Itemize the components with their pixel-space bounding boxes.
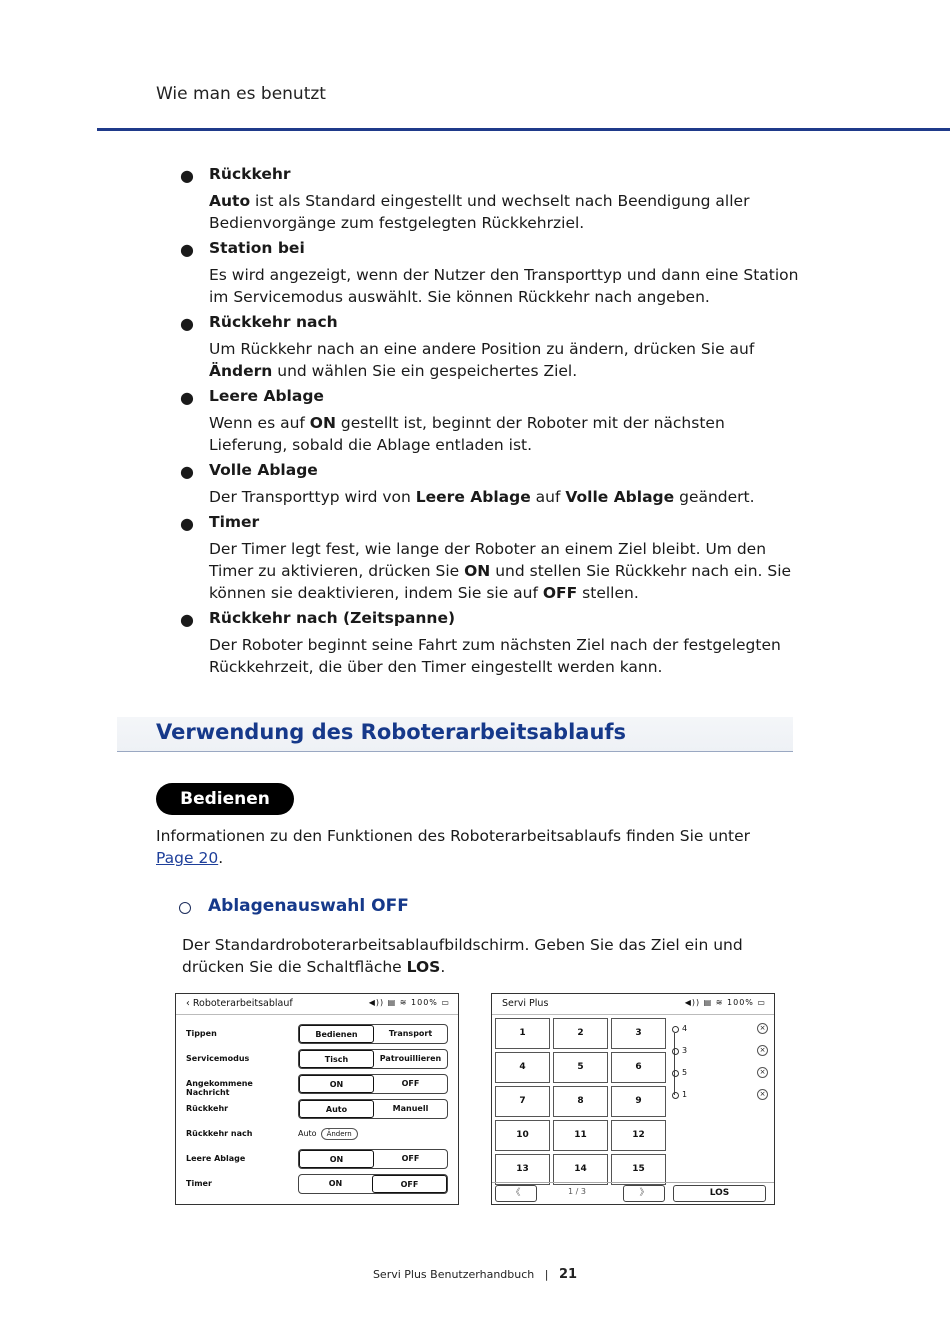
setting-label: Timer: [186, 1179, 212, 1188]
section-title: Verwendung des Roboterarbeitsablaufs: [156, 720, 627, 744]
page-number: 21: [558, 1267, 578, 1282]
bullet-item: [180, 311, 800, 382]
keypad: [495, 1018, 667, 1185]
screen2-title: Servi Plus: [502, 998, 549, 1009]
bullet-item: [180, 237, 800, 308]
destination-item: [672, 1024, 768, 1046]
toggle-option[interactable]: OFF: [401, 1079, 420, 1088]
page-indicator: 1 / 3: [568, 1187, 586, 1196]
bullet-description: Es wird angezeigt, wenn der Nutzer den Transporttyp und dann eine Station im Servicemodus auswählt. Sie können Rückkehr nach angeben.: [209, 266, 799, 306]
destination-number: 3: [682, 1046, 688, 1055]
footer-separator: |: [544, 1268, 549, 1281]
setting-label: Servicemodus: [186, 1054, 250, 1063]
screen1-title-text: Roboterarbeitsablauf: [192, 998, 293, 1009]
destination-item: [672, 1046, 768, 1068]
bullet-item: [180, 385, 800, 456]
bullet-description: Der Timer legt fest, wie lange der Roboter an einem Ziel bleibt. Um den Timer zu aktivieren, drücken Sie ON und stellen Sie Rückkehr nach ein. Sie können sie deaktivieren, indem Sie sie auf OFF stellen.: [209, 540, 792, 602]
return-to-value: [298, 1128, 358, 1140]
toggle-option[interactable]: ON: [299, 1075, 374, 1093]
status-icons: ◀)) ▤ ≋ 100% ▭: [684, 998, 766, 1007]
info-paragraph: [156, 825, 796, 869]
bullet-term: Leere Ablage: [209, 387, 324, 405]
page-link[interactable]: Page 20: [156, 849, 219, 867]
table-key[interactable]: 3: [611, 1018, 666, 1049]
bullet-dot-icon: ●: [180, 166, 194, 185]
bullet-description: Um Rückkehr nach an eine andere Position zu ändern, drücken Sie auf Ändern und wählen Sie ein gespeichertes Ziel.: [209, 340, 755, 380]
toggle-option[interactable]: Tisch: [299, 1050, 374, 1068]
subsection-desc-bold: LOS: [406, 958, 441, 976]
bullet-dot-icon: ●: [180, 388, 194, 407]
footer-manual-title: Servi Plus Benutzerhandbuch: [372, 1268, 535, 1281]
setting-row: [186, 1099, 448, 1119]
table-key[interactable]: 14: [553, 1154, 608, 1185]
bullet-dot-icon: ●: [180, 514, 194, 533]
destination-list: [672, 1024, 768, 1112]
status-icons: ◀)) ▤ ≋ 100% ▭: [368, 998, 450, 1007]
change-button[interactable]: Ändern: [321, 1128, 358, 1140]
table-key[interactable]: 13: [495, 1154, 550, 1185]
toggle-option[interactable]: Bedienen: [299, 1025, 374, 1043]
bullet-dot-icon: ●: [180, 462, 194, 481]
toggle-option[interactable]: Auto: [299, 1100, 374, 1118]
table-key[interactable]: 7: [495, 1086, 550, 1117]
screen1-status-bar: [176, 994, 458, 1015]
bullet-description: Auto ist als Standard eingestellt und wechselt nach Beendigung aller Bedienvorgänge zum festgelegten Rückkehrziel.: [209, 192, 750, 232]
table-key[interactable]: 10: [495, 1120, 550, 1151]
segmented-toggle[interactable]: [298, 1074, 448, 1094]
segmented-toggle[interactable]: [298, 1174, 448, 1194]
setting-label: Rückkehr: [186, 1104, 229, 1113]
table-key[interactable]: 4: [495, 1052, 550, 1083]
destination-item: [672, 1068, 768, 1090]
setting-label: Tippen: [186, 1029, 217, 1038]
screen2-status-bar: [492, 994, 774, 1015]
toggle-option[interactable]: Patrouillieren: [379, 1054, 442, 1063]
destination-dot-icon: [672, 1070, 679, 1077]
setting-row: [186, 1124, 448, 1144]
destination-dot-icon: [672, 1048, 679, 1055]
table-key[interactable]: 9: [611, 1086, 666, 1117]
toggle-option[interactable]: Manuell: [392, 1104, 429, 1113]
destination-keypad-screenshot: [491, 993, 775, 1205]
subsection-description: [182, 934, 792, 978]
bullet-item: [180, 607, 800, 678]
segmented-toggle[interactable]: [298, 1099, 448, 1119]
page-header-title: Wie man es benutzt: [156, 84, 326, 104]
toggle-option[interactable]: Transport: [388, 1029, 433, 1038]
segmented-toggle[interactable]: [298, 1049, 448, 1069]
setting-label: Leere Ablage: [186, 1154, 246, 1163]
header-rule: [97, 128, 950, 131]
setting-row: [186, 1024, 448, 1044]
table-key[interactable]: 6: [611, 1052, 666, 1083]
bullet-term: Rückkehr nach: [209, 313, 338, 331]
next-page-button[interactable]: 》: [623, 1185, 665, 1202]
destination-item: [672, 1090, 768, 1112]
table-key[interactable]: 5: [553, 1052, 608, 1083]
los-button[interactable]: LOS: [673, 1185, 766, 1202]
screen2-bottom-bar: [492, 1182, 774, 1204]
bullet-term: Volle Ablage: [209, 461, 318, 479]
destination-number: 4: [682, 1024, 688, 1033]
toggle-option[interactable]: OFF: [401, 1154, 420, 1163]
remove-destination-icon[interactable]: ×: [757, 1023, 768, 1034]
circle-bullet-icon: [179, 902, 191, 914]
page-footer: [0, 1267, 950, 1282]
segmented-toggle[interactable]: [298, 1024, 448, 1044]
bedienen-pill: Bedienen: [156, 783, 294, 815]
subsection-desc-text: Der Standardroboterarbeitsablaufbildschirm. Geben Sie das Ziel ein und drücken Sie die Schaltfläche: [182, 936, 743, 976]
bullet-term: Rückkehr: [209, 165, 291, 183]
destination-number: 5: [682, 1068, 688, 1077]
table-key[interactable]: 1: [495, 1018, 550, 1049]
table-key[interactable]: 15: [611, 1154, 666, 1185]
destination-dot-icon: [672, 1026, 679, 1033]
bullet-dot-icon: ●: [180, 314, 194, 333]
subsection-title: Ablagenauswahl OFF: [208, 896, 409, 916]
bullet-item: [180, 163, 800, 234]
segmented-toggle[interactable]: [298, 1149, 448, 1169]
bullet-dot-icon: ●: [180, 240, 194, 259]
bullet-item: [180, 511, 800, 604]
remove-destination-icon[interactable]: ×: [757, 1067, 768, 1078]
toggle-option[interactable]: OFF: [372, 1175, 447, 1193]
prev-page-button[interactable]: 《: [495, 1185, 537, 1202]
bullet-term: Timer: [209, 513, 260, 531]
bullet-term: Rückkehr nach (Zeitspanne): [209, 609, 456, 627]
toggle-option[interactable]: ON: [328, 1179, 343, 1188]
setting-label: Rückkehr nach: [186, 1129, 253, 1138]
return-to-text: Auto: [298, 1129, 317, 1138]
table-key[interactable]: 8: [553, 1086, 608, 1117]
setting-row: [186, 1049, 448, 1069]
table-key[interactable]: 12: [611, 1120, 666, 1151]
setting-row: [186, 1074, 448, 1097]
remove-destination-icon[interactable]: ×: [757, 1045, 768, 1056]
bullet-description: Der Transporttyp wird von Leere Ablage auf Volle Ablage geändert.: [209, 488, 755, 506]
toggle-option[interactable]: ON: [299, 1150, 374, 1168]
settings-bullet-list: [180, 163, 800, 681]
destination-dot-icon: [672, 1092, 679, 1099]
bullet-dot-icon: ●: [180, 610, 194, 629]
remove-destination-icon[interactable]: ×: [757, 1089, 768, 1100]
bullet-item: [180, 459, 800, 508]
bullet-term: Station bei: [209, 239, 305, 257]
bullet-description: Der Roboter beginnt seine Fahrt zum nächsten Ziel nach der festgelegten Rückkehrzeit, die über den Timer eingestellt werden kann.: [209, 636, 781, 676]
bullet-description: Wenn es auf ON gestellt ist, beginnt der Roboter mit der nächsten Lieferung, sobald die Ablage entladen ist.: [209, 414, 725, 454]
screen1-title: ‹ Roboterarbeitsablauf: [186, 998, 293, 1009]
setting-row: [186, 1149, 448, 1169]
destination-number: 1: [682, 1090, 688, 1099]
table-key[interactable]: 11: [553, 1120, 608, 1151]
setting-label: Angekommene Nachricht: [186, 1079, 253, 1097]
table-key[interactable]: 2: [553, 1018, 608, 1049]
info-end: .: [218, 849, 224, 867]
workflow-settings-screenshot: [175, 993, 459, 1205]
setting-row: [186, 1174, 448, 1194]
info-text: Informationen zu den Funktionen des Roboterarbeitsablaufs finden Sie unter: [156, 827, 751, 845]
subsection-desc-end: .: [440, 958, 446, 976]
